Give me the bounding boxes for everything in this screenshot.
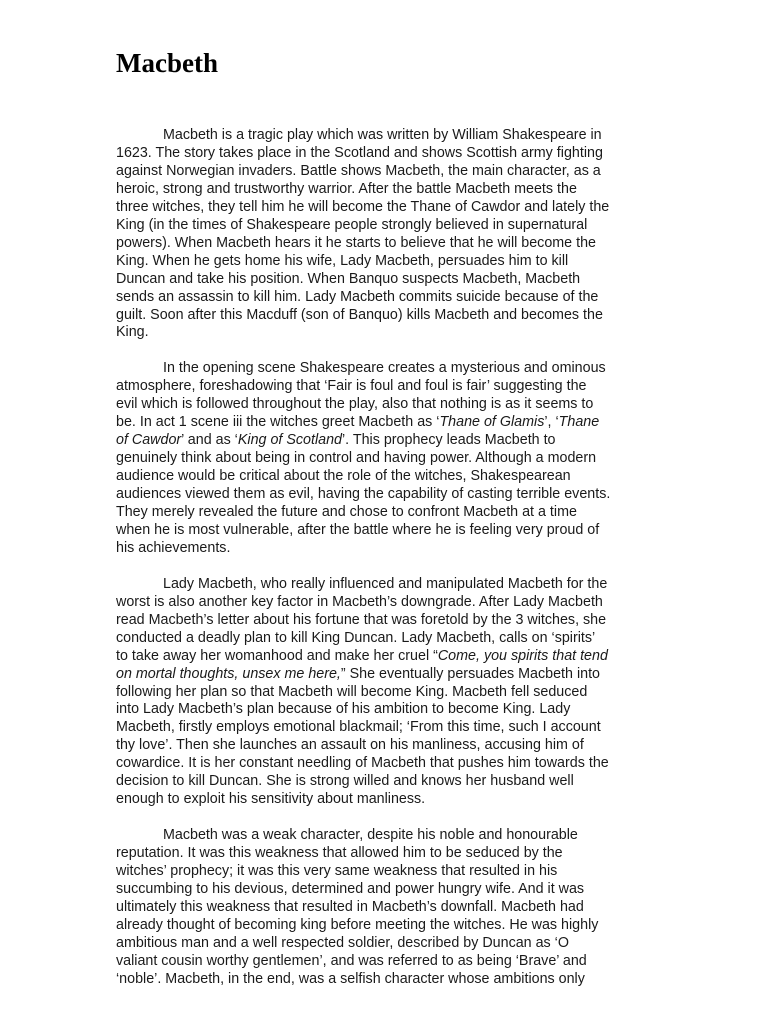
paragraph-line bbox=[116, 666, 656, 684]
paragraph-line bbox=[116, 737, 656, 755]
text-run: audience would be critical about the role of the witches, Shakespearean bbox=[116, 468, 571, 485]
paragraph-line bbox=[116, 486, 656, 504]
paragraph-4 bbox=[116, 827, 656, 989]
text-run: against Norwegian invaders. Battle shows Macbeth, the main character, as a bbox=[116, 162, 601, 179]
text-run: ‘noble’. Macbeth, in the end, was a selfish character whose ambitions only bbox=[116, 970, 585, 987]
paragraph-line bbox=[116, 935, 656, 953]
text-run: evil which is followed throughout the play, also that nothing is as it seems to bbox=[116, 396, 594, 413]
text-run: heroic, strong and trustworthy warrior. After the battle Macbeth meets the bbox=[116, 180, 577, 197]
paragraph-line bbox=[116, 163, 656, 181]
paragraph-line bbox=[116, 181, 656, 199]
paragraph-1 bbox=[116, 127, 656, 342]
text-run: sends an assassin to kill him. Lady Macbeth commits suicide because of the bbox=[116, 288, 599, 305]
paragraph-line bbox=[116, 450, 656, 468]
paragraph-line bbox=[116, 378, 656, 396]
text-run: succumbing to his devious, determined and power hungry wife. And it was bbox=[116, 880, 585, 897]
text-run: ’, ‘ bbox=[544, 414, 559, 431]
paragraph-line bbox=[116, 881, 656, 899]
paragraph-line bbox=[116, 199, 656, 217]
text-run: Lady Macbeth, who really influenced and manipulated Macbeth for the bbox=[163, 575, 608, 592]
text-run: read Macbeth’s letter about his fortune that was foretold by the 3 witches, she bbox=[116, 611, 607, 628]
paragraph-line bbox=[116, 755, 656, 773]
text-run: ’. This prophecy leads Macbeth to bbox=[342, 432, 556, 449]
paragraph-line bbox=[116, 684, 656, 702]
text-run: They merely revealed the future and chose to confront Macbeth at a time bbox=[116, 504, 577, 520]
text-run: decision to kill Duncan. She is strong willed and knows her husband well bbox=[116, 773, 574, 790]
paragraph-line bbox=[116, 899, 656, 917]
paragraph-line bbox=[116, 827, 656, 845]
text-run: be. In act 1 scene iii the witches greet Macbeth as ‘ bbox=[116, 414, 440, 431]
text-run: In the opening scene Shakespeare creates a mysterious and ominous bbox=[163, 360, 606, 377]
text-run: worst is also another key factor in Macbeth’s downgrade. After Lady Macbeth bbox=[116, 593, 603, 610]
text-run: 1623. The story takes place in the Scotland and shows Scottish army fighting bbox=[116, 144, 603, 161]
italic-quote-text: Thane bbox=[558, 414, 600, 431]
text-run: already thought of becoming king before meeting the witches. He was highly bbox=[116, 916, 599, 933]
paragraph-line bbox=[116, 360, 656, 378]
paragraph-line bbox=[116, 540, 656, 558]
text-run: witches’ prophecy; it was this very same weakness that resulted in his bbox=[116, 863, 558, 880]
paragraph-line bbox=[116, 217, 656, 235]
paragraph-line bbox=[116, 127, 656, 145]
text-run: ultimately this weakness that resulted in Macbeth’s downfall. Macbeth had bbox=[116, 898, 584, 915]
text-run: thy love’. Then she launches an assault on his manliness, accusing him of bbox=[116, 737, 584, 754]
text-run: King (in the times of Shakespeare people strongly believed in supernatural bbox=[116, 216, 588, 233]
text-run: ambitious man and a well respected soldier, described by Duncan as ‘O bbox=[116, 934, 569, 951]
text-run: valiant cousin worthy gentlemen’, and was referred to as being ‘Brave’ and bbox=[116, 952, 587, 969]
paragraph-2 bbox=[116, 360, 656, 557]
paragraph-line bbox=[116, 432, 656, 450]
paragraph-line bbox=[116, 953, 656, 971]
text-run: to take away her womanhood and make her cruel “ bbox=[116, 647, 438, 664]
text-run: cowardice. It is her constant needling of Macbeth that pushes him towards the bbox=[116, 755, 609, 772]
text-run: Macbeth, firstly employs emotional blackmail; ‘From this time, such I account bbox=[116, 719, 601, 736]
paragraph-line bbox=[116, 971, 656, 989]
paragraph-line bbox=[116, 701, 656, 719]
text-run: conducted a deadly plan to kill King Duncan. Lady Macbeth, calls on ‘spirits’ bbox=[116, 629, 596, 646]
paragraph-line bbox=[116, 504, 656, 522]
text-run: Macbeth is a tragic play which was written by William Shakespeare in bbox=[163, 127, 602, 143]
document-title: Macbeth bbox=[116, 48, 218, 78]
text-run: atmosphere, foreshadowing that ‘Fair is foul and foul is fair’ suggesting the bbox=[116, 378, 587, 395]
italic-quote-text: King of Scotland bbox=[237, 432, 342, 449]
paragraph-line bbox=[116, 289, 656, 307]
paragraph-line bbox=[116, 396, 656, 414]
paragraph-line bbox=[116, 791, 656, 809]
text-run: audiences viewed them as evil, having the capability of casting terrible events. bbox=[116, 486, 611, 503]
text-run: ” She eventually persuades Macbeth into bbox=[340, 665, 600, 682]
italic-quote-text: of Cawdor bbox=[116, 432, 182, 449]
paragraph-line bbox=[116, 773, 656, 791]
text-run: King. When he gets home his wife, Lady Macbeth, persuades him to kill bbox=[116, 252, 569, 269]
paragraph-line bbox=[116, 253, 656, 271]
paragraph-line bbox=[116, 863, 656, 881]
paragraph-line bbox=[116, 307, 656, 325]
text-run: three witches, they tell him he will become the Thane of Cawdor and lately the bbox=[116, 198, 610, 215]
paragraph-line bbox=[116, 630, 656, 648]
paragraph-line bbox=[116, 845, 656, 863]
paragraph-line bbox=[116, 271, 656, 289]
paragraph-line bbox=[116, 145, 656, 163]
paragraph-line bbox=[116, 594, 656, 612]
text-run: powers). When Macbeth hears it he starts to believe that he will become the bbox=[116, 234, 596, 251]
paragraph-line bbox=[116, 414, 656, 432]
text-run: into Lady Macbeth’s plan because of his ambition to become King. Lady bbox=[116, 701, 571, 718]
text-run: Macbeth was a weak character, despite his noble and honourable bbox=[163, 827, 578, 844]
paragraph-line bbox=[116, 719, 656, 737]
text-run: Duncan and take his position. When Banquo suspects Macbeth, Macbeth bbox=[116, 270, 581, 287]
text-run: guilt. Soon after this Macduff (son of Banquo) kills Macbeth and becomes the bbox=[116, 306, 603, 323]
text-run: when he is most vulnerable, after the battle where he is feeling very proud of bbox=[116, 521, 600, 538]
paragraph-line bbox=[116, 324, 656, 342]
text-run: King. bbox=[116, 324, 149, 341]
paragraph-line bbox=[116, 612, 656, 630]
text-run: enough to exploit his sensitivity about manliness. bbox=[116, 791, 426, 808]
paragraph-line bbox=[116, 235, 656, 253]
document-body bbox=[116, 127, 656, 1007]
paragraph-line bbox=[116, 468, 656, 486]
text-run: following her plan so that Macbeth will become King. Macbeth fell seduced bbox=[116, 683, 588, 700]
paragraph-line bbox=[116, 576, 656, 594]
paragraph-line bbox=[116, 522, 656, 540]
text-run: genuinely think about being in control and having power. Although a modern bbox=[116, 450, 597, 467]
paragraph-line bbox=[116, 648, 656, 666]
text-run: ’ and as ‘ bbox=[181, 432, 238, 449]
paragraph-3 bbox=[116, 576, 656, 809]
italic-quote-text: Come, you spirits that tend bbox=[437, 647, 608, 664]
text-run: reputation. It was this weakness that allowed him to be seduced by the bbox=[116, 845, 563, 862]
paragraph-line bbox=[116, 917, 656, 935]
italic-quote-text: Thane of Glamis bbox=[439, 414, 545, 431]
italic-quote-text: on mortal thoughts, unsex me here, bbox=[116, 665, 341, 682]
text-run: his achievements. bbox=[116, 539, 231, 556]
